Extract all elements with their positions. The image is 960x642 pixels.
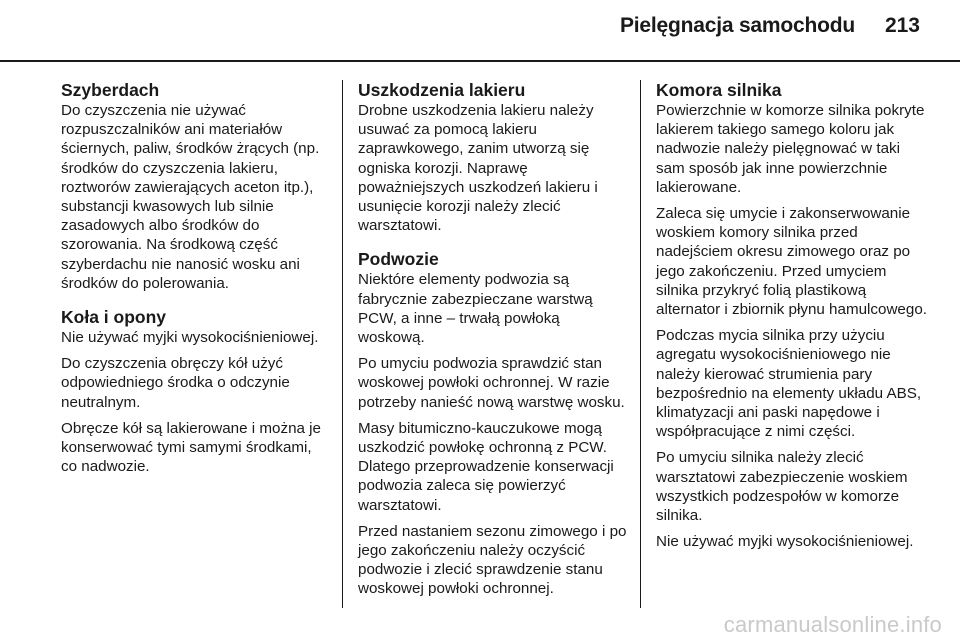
section-wheels-tyres — [61, 307, 331, 476]
watermark: carmanualsonline.info — [723, 612, 942, 637]
page-number: 213 — [884, 14, 920, 37]
page-header-title: Pielęgnacja samochodu — [619, 14, 855, 37]
section-heading: Szyberdach — [61, 80, 160, 100]
section-sunroof — [61, 80, 331, 293]
section-heading: Komora silnika — [656, 80, 782, 100]
paragraph: Po umyciu silnika należy zlecić warsztatowi zabezpieczenie woskiem wszystkich podzespołów w komorze silnika. — [656, 449, 908, 525]
paragraph: Nie używać myjki wysokociśnieniowej. — [61, 329, 319, 347]
column-divider — [640, 80, 641, 608]
paragraph: Drobne uszkodzenia lakieru należy usuwać za pomocą lakieru zaprawkowego, zanim utworzą się ogniska korozji. Naprawę poważniejszych uszkodzeń lakieru i usunięcie korozji należy zlecić warsztatowi. — [358, 102, 598, 235]
section-engine-compartment — [656, 80, 928, 551]
paragraph: Powierzchnie w komorze silnika pokryte lakierem takiego samego koloru jak nadwozie należy pielęgnować w taki sam sposób jak inne powierzchnie lakierowane. — [656, 102, 925, 196]
paragraph: Do czyszczenia obręczy kół użyć odpowiedniego środka o odczynie neutralnym. — [61, 355, 290, 411]
paragraph: Masy bitumiczno-kauczukowe mogą uszkodzić powłokę ochronną z PCW. Dlatego przeprowadzenie konserwacji podwozia zaleca się powierzyć warsztatowi. — [358, 419, 614, 514]
paragraph: Obręcze kół są lakierowane i można je konserwować tymi samymi środkami, co nadwozie. — [61, 419, 321, 476]
column-1 — [61, 80, 331, 483]
section-underbody — [358, 249, 628, 598]
section-heading: Koła i opony — [61, 307, 166, 328]
header-divider — [0, 60, 960, 62]
paragraph: Zaleca się umycie i zakonserwowanie woskiem komory silnika przed nadejściem okresu zimowego oraz po jego zakończeniu. Przed umyciem silnika przykryć folią plastikową alternator i zbiornik płynu hamulcowego. — [656, 205, 927, 319]
paragraph: Niektóre elementy podwozia są fabrycznie zabezpieczane warstwą PCW, a inne – trwałą powłoką woskową. — [358, 271, 593, 347]
section-heading: Uszkodzenia lakieru — [358, 80, 526, 100]
paragraph: Po umyciu podwozia sprawdzić stan woskowej powłoki ochronnej. W razie potrzeby nanieść nową warstwę wosku. — [358, 355, 625, 411]
paragraph: Przed nastaniem sezonu zimowego i po jego zakończeniu należy oczyścić podwozie i zlecić sprawdzenie stanu woskowej powłoki ochronnej. — [358, 522, 627, 598]
paragraph: Do czyszczenia nie używać rozpuszczalników ani materiałów ściernych, paliw, środków żrących (np. środków do czyszczenia lakieru, roztworów zawierających aceton itp.), substancji kwasowych lub silnie zasadowych albo środków do szorowania. Na środkową część szyberdachu nie nanosić wosku ani środków do polerowania. — [61, 102, 320, 292]
section-paint-damage — [358, 80, 628, 235]
paragraph: Nie używać myjki wysokociśnieniowej. — [656, 533, 914, 551]
paragraph: Podczas mycia silnika przy użyciu agregatu wysokociśnieniowego nie należy kierować strumienia pary bezpośrednio na elementy układu ABS, klimatyzacji ani paski napędowe i współpracujące z nimi części. — [656, 327, 922, 441]
section-heading: Podwozie — [358, 249, 439, 270]
column-2 — [358, 80, 628, 606]
column-divider — [342, 80, 343, 608]
column-3 — [656, 80, 928, 558]
